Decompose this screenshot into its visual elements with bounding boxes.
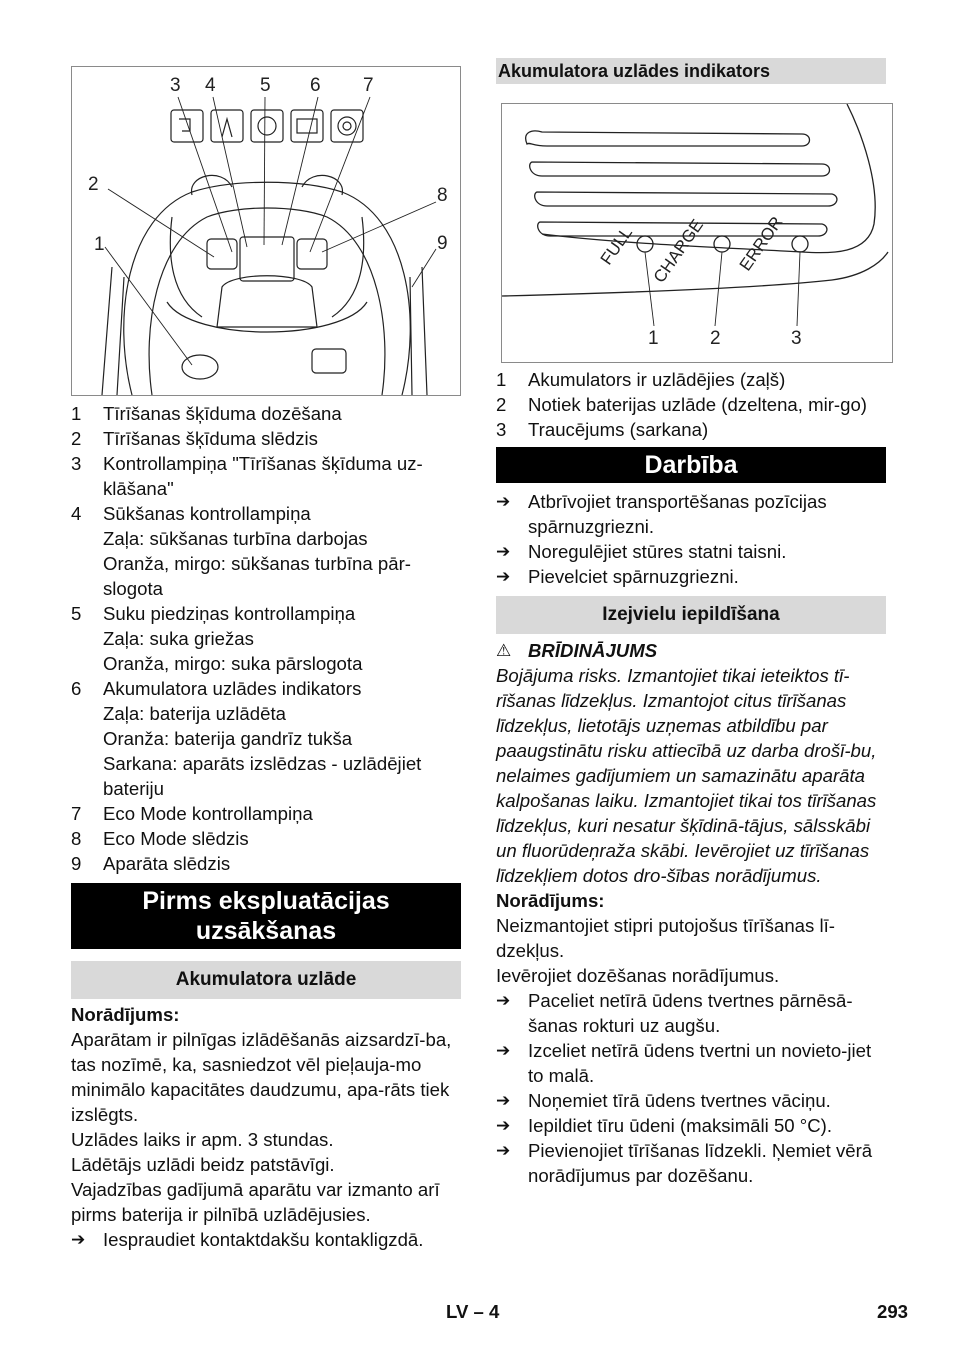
page-number: 293 — [877, 1301, 909, 1322]
legend-item — [496, 417, 886, 442]
legend-text: Sūkšanas kontrollampiņa Zaļa: sūkšanas turbīna darbojas Oranža, mirgo: sūkšanas turbīna pār-slogota — [103, 503, 411, 599]
note-label: Norādījums: — [496, 890, 605, 911]
control-panel-drawing — [72, 67, 460, 395]
legend-num: 3 — [71, 453, 82, 474]
legend-text: Akumulators ir uzlādējies (zaļš) — [528, 369, 786, 390]
legend-num: 6 — [71, 678, 82, 699]
legend-num: 8 — [71, 828, 82, 849]
callout-2: 2 — [710, 328, 721, 349]
step-item: ➔ Noņemiet tīrā ūdens tvertnes vāciņu. — [496, 1090, 831, 1111]
arrow-right-icon: ➔ — [496, 492, 511, 511]
callout-1: 1 — [94, 234, 105, 255]
callout-3: 3 — [791, 328, 802, 349]
arrow-right-icon: ➔ — [496, 567, 511, 586]
arrow-right-icon: ➔ — [496, 1091, 511, 1110]
legend-item — [71, 401, 461, 426]
legend-item — [71, 451, 461, 501]
legend-item — [71, 801, 461, 826]
warning-triangle-icon: ⚠ — [496, 641, 512, 660]
step-item: ➔ Iespraudiet kontaktdakšu kontakligzdā. — [71, 1229, 424, 1250]
section-heading-darbiba: Darbība — [496, 447, 886, 483]
step-item: ➔ Paceliet netīrā ūdens tvertnes pārnēsā-šanas rokturi uz augšu. — [496, 990, 853, 1036]
legend-item — [71, 426, 461, 451]
arrow-right-icon: ➔ — [496, 542, 511, 561]
paragraph: Uzlādes laiks ir apm. 3 stundas. — [71, 1129, 334, 1150]
step-list — [496, 988, 886, 1188]
legend-text: Akumulatora uzlādes indikators Zaļa: baterija uzlādēta Oranža: baterija gandrīz tukša Sarkana: aparāts izslēdzas - uzlādējiet bateriju — [103, 678, 422, 799]
legend-num: 1 — [71, 403, 82, 424]
control-panel-legend — [71, 401, 461, 876]
legend-text: Suku piedziņas kontrollampiņa Zaļa: suka griežas Oranža, mirgo: suka pārslogota — [103, 603, 363, 674]
legend-num: 2 — [496, 394, 507, 415]
charge-indicator-figure — [501, 103, 893, 363]
arrow-right-icon: ➔ — [496, 991, 511, 1010]
legend-text: Tīrīšanas šķīduma dozēšana — [103, 403, 342, 424]
step-list — [496, 489, 886, 589]
label-charge: CHARGE — [649, 215, 707, 287]
charge-indicator-drawing — [502, 104, 892, 362]
step-item: ➔ Noregulējiet stūres statni taisni. — [496, 541, 787, 562]
legend-num: 1 — [496, 369, 507, 390]
step-item: ➔ Pievienojiet tīrīšanas līdzekli. Ņemiet vērā norādījumus par dozēšanu. — [496, 1140, 873, 1186]
subsection-heading-indikators: Akumulatora uzlādes indikators — [496, 58, 886, 84]
paragraph: Aparātam ir pilnīgas izlādēšanās aizsardzī-ba, tas nozīmē, ka, sasniedzot vēl pieļauja-mo minimālo kapacitātes daudzumu, apa-rāts tiek izslēgts. — [71, 1029, 452, 1125]
callout-7: 7 — [363, 75, 374, 96]
subsection-heading-izejvielu: Izejvielu iepildīšana — [496, 596, 886, 634]
callout-5: 5 — [260, 75, 271, 96]
legend-item — [71, 601, 461, 676]
legend-num: 4 — [71, 503, 82, 524]
legend-item — [71, 851, 461, 876]
control-panel-figure — [71, 66, 461, 396]
legend-item — [496, 392, 886, 417]
callout-6: 6 — [310, 75, 321, 96]
callout-8: 8 — [437, 185, 448, 206]
charge-indicator-legend — [496, 367, 886, 442]
paragraph: Vajadzības gadījumā aparātu var izmanto arī pirms baterija ir pilnībā uzlādējusies. — [71, 1179, 440, 1225]
section-heading-pirms: Pirms ekspluatācijas uzsākšanas — [71, 883, 461, 949]
legend-item — [496, 367, 886, 392]
legend-num: 3 — [496, 419, 507, 440]
step-item: ➔ Izceliet netīrā ūdens tvertni un novieto-jiet to malā. — [496, 1040, 872, 1086]
label-error: ERROR — [735, 213, 787, 275]
legend-text: Tīrīšanas šķīduma slēdzis — [103, 428, 318, 449]
arrow-right-icon: ➔ — [71, 1230, 86, 1249]
arrow-right-icon: ➔ — [496, 1116, 511, 1135]
legend-item — [71, 676, 461, 801]
step-item: ➔ Iepildiet tīru ūdeni (maksimāli 50 °C). — [496, 1115, 833, 1136]
legend-num: 5 — [71, 603, 82, 624]
arrow-right-icon: ➔ — [496, 1141, 511, 1160]
legend-text: Aparāta slēdzis — [103, 853, 231, 874]
callout-2: 2 — [88, 174, 99, 195]
legend-text: Eco Mode slēdzis — [103, 828, 249, 849]
right-column — [496, 58, 886, 1188]
legend-num: 7 — [71, 803, 82, 824]
warning-text: Bojājuma risks. Izmantojiet tikai ieteiktos tī-rīšanas līdzekļus. Izmantojot citus tīrīšanas līdzekļus, lietotājs uzņemas atbildību par paaugstinātu risku attiecībā uz darba drošī-bu, nelaimes gadījumiem un samazinātu aparāta kalpošanas laiku. Izmantojiet tikai tos tīrīšanas līdzekļus, kuri nesatur šķīdinā-tājus, sālsskābi un fluorūdeņraža skābi. Ievērojiet uz tīrīšanas līdzekļiem dotos dro-šības norādījumus. — [496, 665, 877, 886]
note-label: Norādījums: — [71, 1004, 180, 1025]
legend-text: Kontrollampiņa "Tīrīšanas šķīduma uz-klāšana" — [103, 453, 423, 499]
paragraph: Ievērojiet dozēšanas norādījumus. — [496, 965, 780, 986]
legend-item — [71, 501, 461, 601]
footer-language-code: LV – 4 — [446, 1301, 500, 1322]
legend-text: Traucējums (sarkana) — [528, 419, 709, 440]
step-list — [71, 1227, 461, 1252]
legend-text: Eco Mode kontrollampiņa — [103, 803, 313, 824]
callout-4: 4 — [205, 75, 216, 96]
callout-9: 9 — [437, 233, 448, 254]
step-item: ➔ Atbrīvojiet transportēšanas pozīcijas spārnuzgriezni. — [496, 491, 827, 537]
legend-num: 2 — [71, 428, 82, 449]
callout-1: 1 — [648, 328, 659, 349]
callout-3: 3 — [170, 75, 181, 96]
legend-num: 9 — [71, 853, 82, 874]
legend-text: Notiek baterijas uzlāde (dzeltena, mir-go) — [528, 394, 867, 415]
subsection-heading-uzlade: Akumulatora uzlāde — [71, 961, 461, 999]
label-full: FULL — [596, 223, 637, 269]
paragraph: Lādētājs uzlādi beidz patstāvīgi. — [71, 1154, 335, 1175]
step-item: ➔ Pievelciet spārnuzgriezni. — [496, 566, 739, 587]
legend-item — [71, 826, 461, 851]
warning-heading: ⚠ BRĪDINĀJUMS — [496, 640, 658, 661]
left-column — [71, 58, 461, 1252]
arrow-right-icon: ➔ — [496, 1041, 511, 1060]
paragraph: Neizmantojiet stipri putojošus tīrīšanas lī-dzekļus. — [496, 915, 835, 961]
